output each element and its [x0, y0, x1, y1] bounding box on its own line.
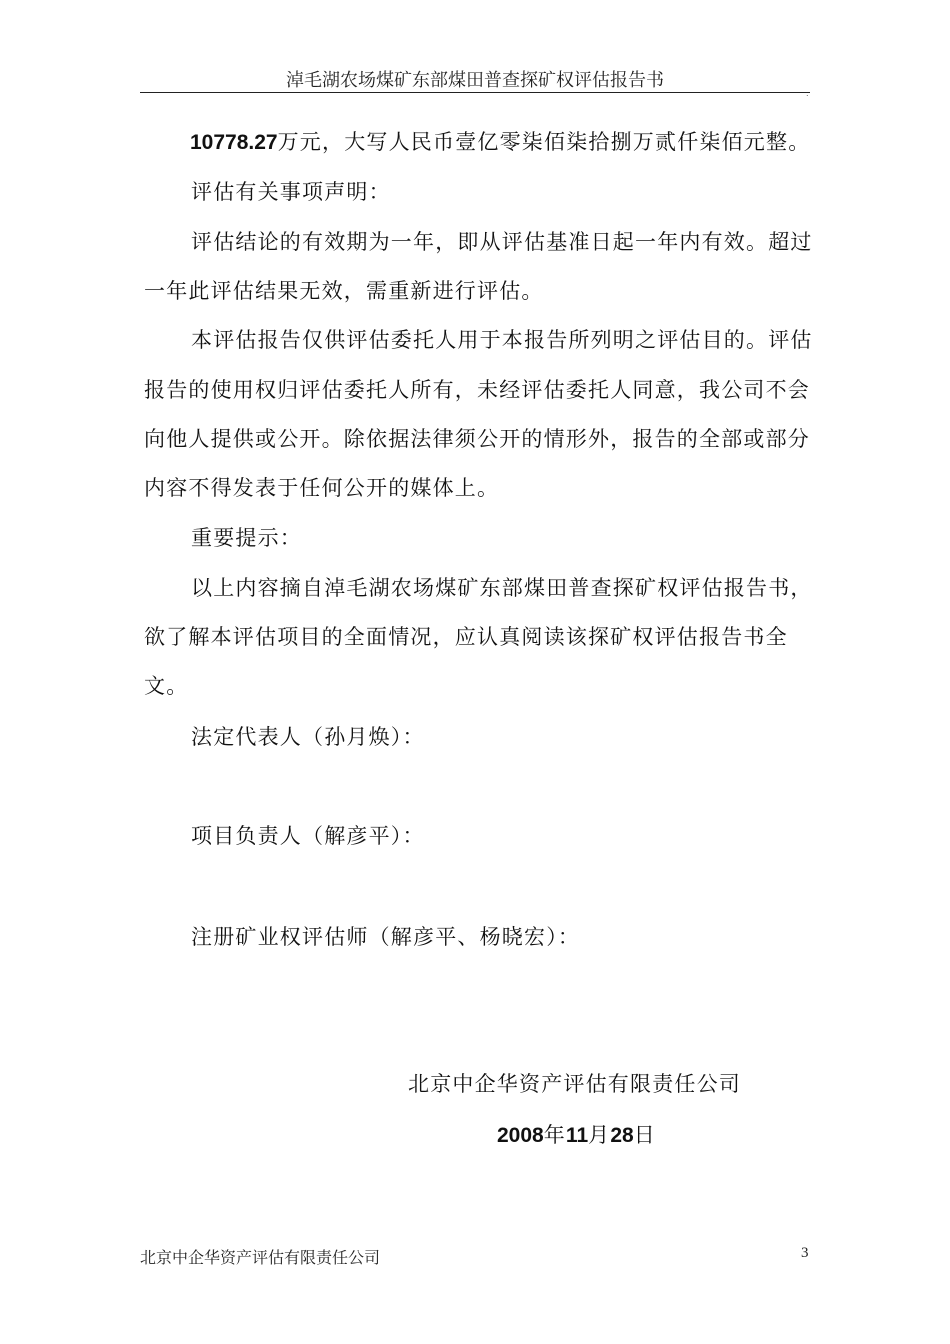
usage-line-2: 报告的使用权归评估委托人所有，未经评估委托人同意，我公司不会: [144, 378, 810, 402]
date-year-unit: 年: [543, 1123, 566, 1147]
validity-line-2: 一年此评估结果无效，需重新进行评估。: [144, 279, 544, 303]
usage-line-3: 向他人提供或公开。除依据法律须公开的情形外，报告的全部或部分: [144, 427, 810, 451]
excerpt-line-1: 以上内容摘自淖毛湖农场煤矿东部煤田普查探矿权评估报告书，: [191, 576, 813, 600]
legal-representative-line: 法定代表人（孙月焕）：: [191, 725, 425, 749]
amount-line: [144, 126, 810, 156]
footer-company: 北京中企华资产评估有限责任公司: [140, 1248, 381, 1267]
date-day-unit: 日: [633, 1123, 656, 1147]
usage-line-4: 内容不得发表于任何公开的媒体上。: [144, 476, 500, 500]
closing-company: 北京中企华资产评估有限责任公司: [408, 1072, 741, 1096]
notice-heading: 评估有关事项声明：: [191, 180, 391, 204]
usage-line-1: 本评估报告仅供评估委托人用于本报告所列明之评估目的。评估: [191, 328, 813, 352]
excerpt-line-3: 文。: [144, 674, 189, 698]
running-header-title: 淖毛湖农场煤矿东部煤田普查探矿权评估报告书: [286, 70, 664, 91]
excerpt-line-2: 欲了解本评估项目的全面情况，应认真阅读该探矿权评估报告书全: [144, 625, 788, 649]
closing-date: [497, 1119, 656, 1149]
page-number: 3: [801, 1245, 809, 1261]
date-month: 11: [565, 1124, 589, 1147]
header-rule-mark: .: [806, 89, 809, 98]
date-year: 2008: [497, 1124, 544, 1147]
amount-text: 万元，大写人民币壹亿零柒佰柒拾捌万贰仟柒佰元整。: [277, 130, 811, 154]
registered-appraisers-line: 注册矿业权评估师（解彦平、杨晓宏）：: [191, 925, 581, 949]
project-lead-line: 项目负责人（解彦平）：: [191, 824, 425, 848]
validity-line-1: 评估结论的有效期为一年，即从评估基准日起一年内有效。超过: [191, 230, 813, 254]
date-day: 28: [610, 1124, 634, 1147]
amount-value: 10778.27: [190, 131, 278, 154]
date-month-unit: 月: [588, 1123, 611, 1147]
important-heading: 重要提示：: [191, 526, 302, 550]
header-rule: [140, 92, 810, 93]
